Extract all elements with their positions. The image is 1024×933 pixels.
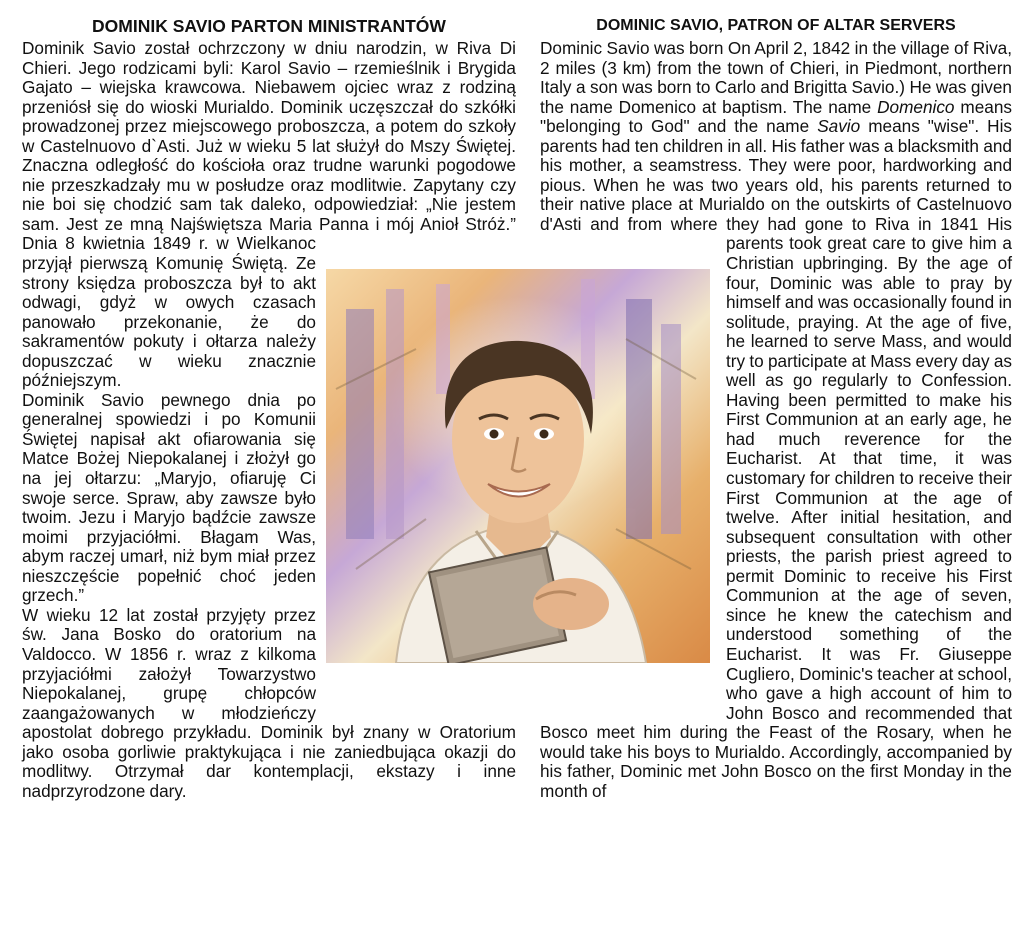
- polish-paragraph-2: Dominik Savio pewnego dnia po generalnej spowiedzi i po Komunii Świętej napisał akt ofiarowania się Matce Bożej Niepokalanej i złożył go na jej ołtarzu: „Maryjo, ofiaruję Ci swoje serce. Spraw, aby zawsze było twoim. Jezu i Maryjo bądźcie zawsze moimi przyjaciółmi. Błagam Was, abym raczej umarł, niż bym miał przez nieszczęście popełnić choć jeden grzech.”: [22, 389, 316, 606]
- polish-paragraph-3: W wieku 12 lat został przyjęty przez św. Jana Bosko do oratorium na Valdocco. W 1856 r. wraz z kilkoma przyjaciółmi założył Towarzystwo Niepokalanej, grupę chłopców zaangażowanych w młodzieńczy apostolat dobrego przykładu. Dominik był znany w Oratorium jako osoba gorliwie praktykująca i nie zaniedbująca okazji do modlitwy. Otrzymał dar kontemplacji, ekstazy i inne nadprzyrodzone dary.: [22, 604, 516, 801]
- english-text-part: means "belonging to God" and the name: [540, 96, 1012, 137]
- english-article-title: DOMINIC SAVIO, PATRON OF ALTAR SERVERS: [596, 17, 956, 34]
- domenico-italic: Domenico: [877, 96, 955, 117]
- english-text-part: Dominic Savio was born On April 2, 1842 in the village of Riva, 2 miles (3 km) from the town of Chieri, in Piedmont, northern Italy a son was born to Carlo and Brigitta Savio.) He was given the name Domenico at baptism. The name: [540, 38, 1012, 117]
- english-text-part: means "wise". His parents had ten children in all. His father was a blacksmith and his mother, a seamstress. They were poor, hardworking and pious. When he was two years old, his parents returned to their native place at Murialdo on the outskirts of Castelnuovo d'Asti and from where they had gone to Riva in 1841 His parents took great care to give him a Christian upbringing. By the age of four, Dominic was able to pray by himself and was occasionally found in solitude, praying. At the age of five, he learned to serve Mass, and would try to participate at Mass every day as well as go regularly to Confession. Having been permitted to make his First Communion at an early age, he had much reverence for the Eucharist. At that time, it was customary for children to receive their First Communion at the age of twelve. After initial hesitation, and subsequent consultation with other priests, the parish priest agreed to permit Dominic to receive his First Communion at the age of seven, since he knew the catechism and understood something of the Eucharist. It was Fr. Giuseppe Cugliero, Dominic's teacher at school, who gave a high account of him to John Bosco and recommended that Bosco meet him during the Feast of the Rosary, when he would take his boys to Murialdo. Accordingly, accompanied by his father, Dominic met John Bosco on the first Monday in the month of: [540, 116, 1012, 801]
- polish-paragraph-1: Dominik Savio został ochrzczony w dniu narodzin, w Riva Di Chieri. Jego rodzicami byli: Karol Savio – rzemieślnik i Brygida Gajato – wiejska krawcowa. Niebawem ojciec wraz z rodziną przeniósł się do wioski Murialdo. Dominik uczęszczał do szkółki prowadzonej przez miejscowego proboszcza, a potem do szkoły w Castelnuovo d`Asti. Już w wieku 5 lat służył do Mszy Świętej. Znaczna odległość do kościoła oraz trudne warunki pogodowe nie przeszkadzały mu w posłudze oraz modlitwie. Zapytany czy nie boi się chodzić sam tak daleko, odpowiedział: „Nie jestem sam. Jest ze mną Najświętsza Maria Panna i mój Anioł Stróż.” Dnia 8 kwietnia 1849 r. w Wielkanoc przyjął pierwszą Komunię Świętą. Ze strony księdza proboszcza był to akt odwagi, gdyż w owych czasach panowało przekonanie, że do sakramentów pokuty i ołtarza należy dopuszczać w wieku znacznie późniejszym.: [22, 38, 516, 391]
- polish-article-title: DOMINIK SAVIO PARTON MINISTRANTÓW: [92, 16, 446, 36]
- saint-dominic-savio-portrait: [326, 269, 710, 663]
- portrait-illustration: [326, 269, 710, 663]
- savio-italic: Savio: [817, 116, 861, 137]
